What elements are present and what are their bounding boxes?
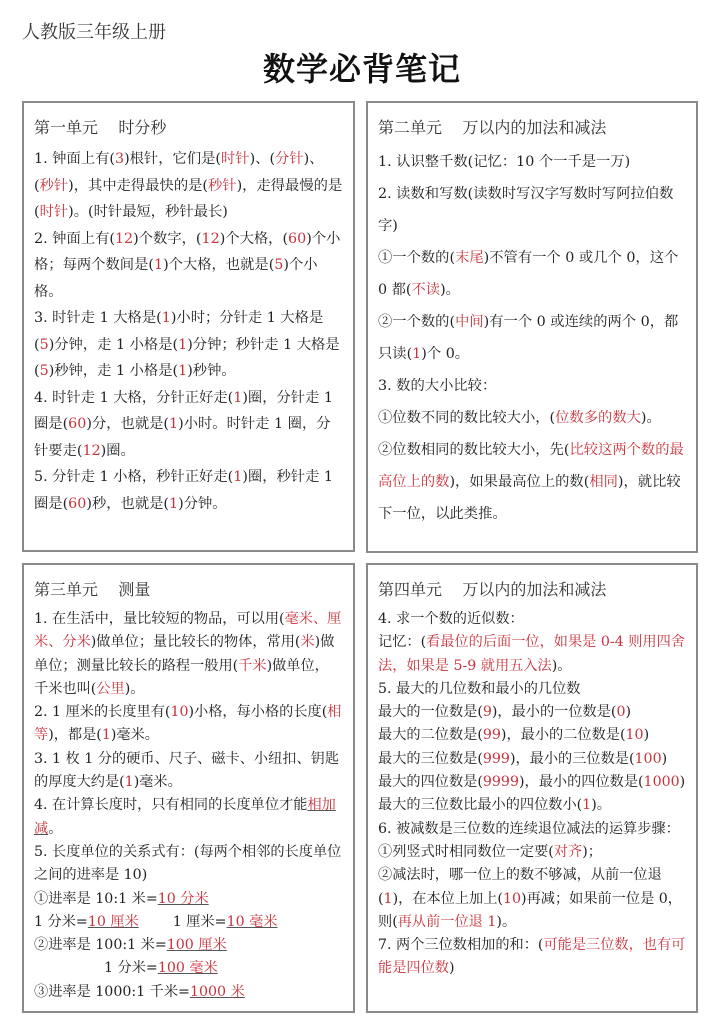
note-text: ①一个数的( — [378, 250, 456, 266]
note-paragraph — [34, 888, 343, 911]
note-text: 7. 两个三位数相加的和：( — [378, 937, 544, 954]
note-paragraph — [378, 701, 686, 724]
note-text: )小格，每小格的长度( — [188, 704, 328, 721]
answer-highlight: 1 — [161, 310, 171, 326]
answer-highlight: 1 — [178, 363, 188, 379]
answer-underlined: 10 厘米 — [87, 913, 139, 930]
note-text: )，最小的二位数是( — [500, 727, 626, 744]
note-paragraph — [34, 701, 343, 748]
note-paragraph — [378, 748, 686, 771]
note-text: 4. 求一个数的近似数： — [378, 611, 524, 627]
note-text: )； — [582, 843, 602, 860]
answer-underlined: 10 分米 — [157, 890, 209, 907]
answer-highlight: 1 — [233, 469, 243, 485]
answer-highlight: 末尾 — [455, 250, 484, 266]
answer-highlight: 毫米、厘米、分米 — [34, 611, 342, 651]
answer-highlight: 1 — [169, 495, 179, 512]
answer-highlight: 1 — [412, 346, 422, 362]
unit-1-card — [22, 101, 355, 552]
note-text: )个小格；每两个数间是( — [34, 230, 341, 273]
note-paragraph — [34, 934, 343, 957]
note-text: ) — [661, 750, 668, 767]
note-paragraph — [34, 748, 343, 795]
unit-body — [378, 608, 686, 981]
note-text: 最大的四位数是( — [378, 774, 483, 791]
note-text: 2. 钟面上有( — [34, 230, 115, 247]
note-paragraph — [378, 794, 686, 817]
note-text: ③进率是 1000:1 千米= — [34, 983, 190, 1000]
answer-highlight: 再从前一位退 1 — [397, 913, 497, 930]
answer-highlight: 1 — [101, 727, 111, 744]
unit-3-card — [22, 563, 355, 1013]
answer-highlight: 10 — [502, 890, 522, 907]
answer-highlight: 0 — [616, 704, 626, 721]
note-text: 2. 读数和写数(读数时写汉字写数时写阿拉伯数字) — [378, 186, 674, 234]
answer-highlight: 1 — [169, 416, 179, 432]
note-paragraph — [34, 608, 343, 701]
note-paragraph — [34, 981, 343, 1004]
note-paragraph — [34, 794, 343, 841]
note-text: )根针，它们是( — [124, 151, 221, 167]
note-text: )分，也就是( — [86, 416, 170, 432]
note-text: 5. 最大的几位数和最小的几位数 — [378, 680, 581, 697]
answer-highlight: 60 — [68, 495, 87, 512]
note-paragraph — [378, 608, 686, 631]
note-text: )，最小的三位数是( — [509, 750, 635, 767]
note-text: 1. 钟面上有( — [34, 151, 115, 167]
answer-highlight: 10 — [170, 704, 189, 721]
answer-highlight: 对齐 — [553, 843, 583, 860]
note-paragraph — [378, 242, 686, 306]
note-text: )，在本位上加上( — [392, 890, 503, 907]
note-paragraph — [34, 146, 343, 226]
note-text: )。 — [591, 797, 611, 814]
answer-highlight: 时针 — [39, 204, 69, 220]
note-text: )个小格。 — [34, 257, 318, 300]
answer-highlight: 米 — [300, 634, 315, 651]
note-paragraph — [378, 818, 686, 841]
note-text: 最大的三位数比最小的四位数小( — [378, 797, 583, 814]
answer-highlight: 相等 — [34, 704, 342, 744]
note-paragraph — [378, 146, 686, 178]
note-text: )个数字，( — [133, 230, 202, 247]
note-text: ) — [679, 774, 686, 791]
note-text: )分钟。 — [178, 495, 227, 512]
note-text: )秒钟，走 1 小格是( — [48, 363, 179, 379]
answer-highlight: 60 — [68, 416, 87, 432]
note-text: 3. 1 枚 1 分的硬币、尺子、磁卡、小纽扣、钥匙的厚度大约是( — [34, 750, 340, 791]
note-paragraph — [378, 724, 686, 747]
answer-highlight: 比较这两个数的最高位上的数 — [378, 442, 684, 490]
answer-highlight: 公里 — [96, 680, 125, 697]
unit-2-card — [366, 101, 698, 553]
note-paragraph — [378, 370, 686, 402]
answer-underlined: 10 毫米 — [226, 913, 278, 930]
answer-highlight: 10 — [625, 727, 644, 744]
note-paragraph — [34, 841, 343, 888]
answer-highlight: 1 — [233, 389, 243, 406]
note-text: )、( — [34, 151, 324, 194]
answer-highlight: 12 — [82, 442, 101, 459]
answer-highlight: 1 — [178, 336, 188, 353]
page-title: 数学必背笔记 — [262, 50, 461, 88]
note-text: )做单位，千米也叫( — [34, 657, 329, 697]
note-paragraph — [34, 464, 343, 517]
note-text: )做单位；量比较长的物体，常用( — [90, 634, 301, 651]
note-text: )，就比较下一位，以此类推。 — [378, 474, 681, 522]
note-text: ) — [625, 704, 632, 721]
note-text: 6. 被减数是三位数的连续退位减法的运算步骤： — [378, 820, 680, 837]
note-text: )毫米。 — [110, 727, 159, 744]
note-text: ②位数相同的数比较大小，先( — [378, 442, 570, 458]
note-paragraph — [34, 957, 343, 980]
note-text: )，都是( — [48, 727, 102, 744]
answer-highlight: 9999 — [482, 774, 519, 791]
note-text: ②减法时，哪一位上的数不够减，从前一位退( — [378, 867, 662, 907]
note-text: 最大的二位数是( — [378, 727, 483, 744]
note-text: )分钟，走 1 小格是( — [48, 336, 179, 353]
answer-highlight: 999 — [482, 750, 510, 767]
note-paragraph — [34, 305, 343, 385]
note-text: 1 分米= — [34, 913, 88, 930]
note-text: )，最小的一位数是( — [491, 704, 617, 721]
note-text: )。 — [124, 680, 145, 697]
answer-highlight: 5 — [39, 336, 49, 353]
answer-highlight: 1 — [582, 797, 592, 814]
note-text: ②一个数的( — [378, 314, 456, 330]
note-text: )个大格，也就是( — [163, 257, 275, 273]
answer-highlight: 秒针 — [39, 177, 69, 194]
note-text: )秒钟。 — [187, 363, 236, 379]
note-text: 4. 在计算长度时，只有相同的长度单位才能 — [34, 797, 308, 814]
note-text: 1. 认识整千数(记忆：10 个一千是一万) — [378, 154, 631, 170]
note-text: 。 — [48, 820, 63, 837]
answer-highlight: 3 — [114, 151, 125, 167]
note-text: ) — [643, 727, 650, 744]
note-text: 5. 长度单位的关系式有：(每两个相邻的长度单位之间的进率是 10) — [34, 843, 342, 884]
answer-underlined: 相加减 — [34, 797, 336, 837]
answer-underlined: 1000 米 — [189, 983, 245, 1000]
note-text: )做单位；测量比较长的路程一般用( — [34, 634, 335, 674]
unit-title: 第四单元 万以内的加法和减法 — [378, 580, 607, 599]
answer-highlight: 1 — [153, 257, 164, 273]
answer-highlight: 1 — [124, 774, 134, 791]
unit-title: 第三单元 测量 — [34, 580, 151, 599]
answer-highlight: 中间 — [455, 314, 484, 330]
unit-title: 第一单元 时分秒 — [34, 118, 167, 137]
note-paragraph — [378, 306, 686, 370]
note-text: )秒，也就是( — [86, 495, 170, 512]
note-text: ①进率是 10:1 米= — [34, 890, 158, 907]
note-paragraph — [378, 841, 686, 864]
note-text: )个大格，( — [219, 230, 289, 247]
note-text: ①位数不同的数比较大小，( — [378, 410, 556, 426]
note-text: 5. 分针走 1 小格，秒针正好走( — [34, 469, 234, 485]
note-text: 3. 数的大小比较： — [378, 378, 497, 394]
answer-highlight: 千米 — [238, 657, 267, 674]
note-text: )分钟；秒针走 1 大格是( — [34, 336, 340, 379]
note-text: 最大的三位数是( — [378, 750, 483, 767]
note-text: )。 — [640, 410, 661, 426]
note-paragraph — [378, 771, 686, 794]
answer-highlight: 12 — [201, 230, 220, 247]
note-text: )有一个 0 或连续的两个 0，都只读( — [378, 314, 679, 362]
note-text: ①列竖式时相同数位一定要( — [378, 843, 554, 860]
note-text: 最大的一位数是( — [378, 704, 483, 721]
note-text: )。 — [496, 913, 517, 930]
note-text: 1. 在生活中，量比较短的物品，可以用( — [34, 611, 285, 627]
note-paragraph — [378, 434, 686, 530]
note-text: )。 — [440, 282, 460, 298]
note-paragraph — [378, 864, 686, 934]
answer-highlight: 时针 — [221, 151, 250, 167]
note-paragraph — [34, 226, 343, 306]
note-paragraph — [378, 678, 686, 701]
note-text: )，如果最高位上的数( — [449, 474, 590, 490]
unit-body — [378, 146, 686, 530]
note-text: )。 — [551, 657, 572, 674]
note-paragraph — [378, 934, 686, 981]
note-text: )毫米。 — [133, 774, 182, 791]
note-text: )，走得最慢的是( — [34, 177, 343, 220]
note-text: )。(时针最短，秒针最长) — [68, 204, 228, 220]
unit-body — [34, 146, 343, 517]
note-text: )个 0。 — [421, 346, 470, 362]
note-text: )，其中走得最快的是( — [68, 177, 208, 194]
answer-highlight: 不读 — [411, 282, 441, 298]
note-text: )，最小的四位数是( — [518, 774, 644, 791]
note-paragraph — [378, 178, 686, 242]
unit-title: 第二单元 万以内的加法和减法 — [378, 118, 607, 137]
answer-underlined: 100 厘米 — [166, 937, 227, 954]
note-text: )小时；分针走 1 大格是( — [34, 310, 324, 353]
answer-highlight: 位数多的数大 — [555, 410, 641, 426]
note-text: ②进率是 100:1 米= — [34, 937, 167, 954]
unit-body — [34, 608, 343, 1004]
answer-highlight: 60 — [288, 230, 307, 247]
answer-underlined: 100 毫米 — [157, 960, 218, 977]
note-text: 1 分米= — [104, 960, 158, 977]
answer-highlight: 5 — [39, 363, 49, 379]
answer-highlight: 5 — [274, 257, 284, 273]
note-text: )小时。时针走 1 圈，分针要走( — [34, 416, 331, 459]
grade-subtitle: 人教版三年级上册 — [22, 22, 166, 43]
note-text: )不管有一个 0 或几个 0，这个 0 都( — [378, 250, 679, 298]
note-text: 4. 时针走 1 大格，分针正好走( — [34, 389, 234, 406]
note-text: )圈，分针走 1 圈是( — [34, 389, 334, 432]
answer-highlight: 秒针 — [208, 177, 237, 194]
answer-highlight: 相同 — [589, 474, 618, 490]
note-text: )、( — [249, 151, 276, 167]
note-text: )圈。 — [100, 442, 135, 459]
note-text: 1 厘米= — [172, 913, 227, 930]
answer-highlight: 9 — [482, 704, 492, 721]
note-text: )圈，秒针走 1 圈是( — [34, 469, 334, 512]
note-paragraph — [378, 402, 686, 434]
note-text: )再减；如果前一位是 0，则( — [378, 890, 682, 930]
note-text: ) — [448, 960, 455, 977]
answer-highlight: 12 — [114, 230, 134, 247]
note-paragraph — [378, 631, 686, 678]
note-text: 2. 1 厘米的长度里有( — [34, 704, 171, 721]
answer-highlight: 分针 — [275, 151, 304, 167]
answer-highlight: 99 — [482, 727, 501, 744]
answer-highlight: 可能是三位数，也有可能是四位数 — [378, 937, 686, 977]
note-paragraph — [34, 385, 343, 465]
answer-highlight: 100 — [634, 750, 662, 767]
answer-highlight: 1000 — [643, 774, 680, 791]
answer-highlight: 看最位的后面一位，如果是 0-4 则用四舍法，如果是 5-9 就用五入法 — [378, 634, 685, 674]
unit-4-card — [366, 563, 698, 1013]
note-text: 记忆：( — [378, 634, 427, 651]
note-text: 3. 时针走 1 大格是( — [34, 310, 162, 326]
note-paragraph — [34, 911, 343, 934]
answer-highlight: 1 — [383, 890, 393, 907]
